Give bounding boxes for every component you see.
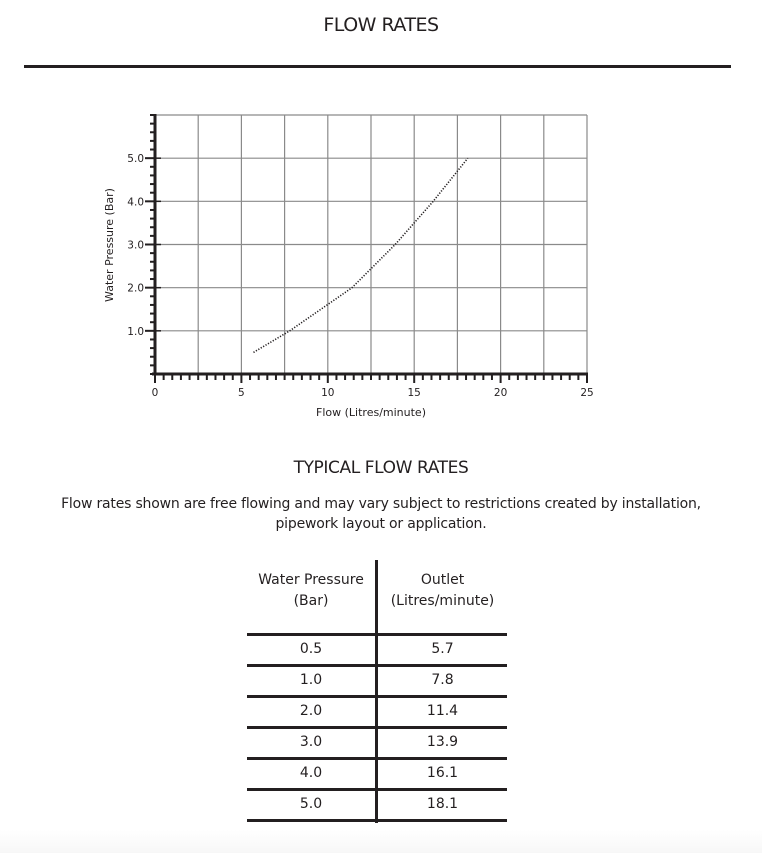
y-axis-label: Water Pressure (Bar) (103, 188, 116, 302)
cell-outlet: 7.8 (431, 672, 454, 688)
cell-water-pressure: 5.0 (299, 796, 323, 812)
header-water-pressure-line1: Water Pressure (258, 572, 364, 588)
cell-water-pressure: 2.0 (299, 703, 323, 719)
y-tick-label: 4.0 (127, 196, 144, 209)
cell-outlet: 11.4 (426, 703, 459, 719)
caption-line-1: Flow rates shown are free flowing and may vary subject to restrictions created by installation, (61, 496, 701, 512)
x-tick-label: 10 (321, 387, 335, 399)
chart-grid (155, 115, 587, 374)
x-tick-label: 15 (407, 387, 421, 399)
cell-water-pressure: 1.0 (299, 672, 323, 688)
cell-outlet: 16.1 (426, 765, 459, 781)
chart-tick-labels (127, 153, 593, 399)
y-tick-label: 3.0 (127, 239, 144, 252)
header-outlet-line2: (Litres/minute) (390, 593, 495, 609)
cell-outlet: 13.9 (426, 734, 459, 750)
x-tick-label: 5 (238, 387, 245, 399)
x-tick-label: 25 (580, 387, 594, 399)
cell-water-pressure: 4.0 (299, 765, 323, 781)
header-outlet-line1: Outlet (420, 572, 465, 588)
table-title: TYPICAL FLOW RATES (293, 458, 469, 478)
x-tick-label: 0 (151, 387, 159, 399)
column-divider (375, 560, 378, 823)
cell-water-pressure: 0.5 (299, 641, 323, 657)
cell-outlet: 18.1 (426, 796, 459, 812)
y-tick-label: 2.0 (127, 282, 144, 295)
chart-ticks (145, 115, 587, 383)
header-outlet (378, 570, 507, 612)
x-axis-label: Flow (Litres/minute) (316, 406, 426, 419)
x-tick-label: 20 (493, 387, 508, 399)
caption-line-2: pipework layout or application. (275, 516, 487, 532)
header-water-pressure (247, 570, 375, 612)
cell-outlet: 5.7 (431, 641, 454, 657)
series-line-outlet (254, 158, 468, 352)
flow-rate-caption (40, 494, 722, 534)
page-title: FLOW RATES (323, 14, 439, 36)
header-water-pressure-line2: (Bar) (293, 593, 329, 609)
y-tick-label: 5.0 (127, 153, 144, 166)
y-tick-label: 1.0 (127, 325, 144, 338)
cell-water-pressure: 3.0 (299, 734, 323, 750)
